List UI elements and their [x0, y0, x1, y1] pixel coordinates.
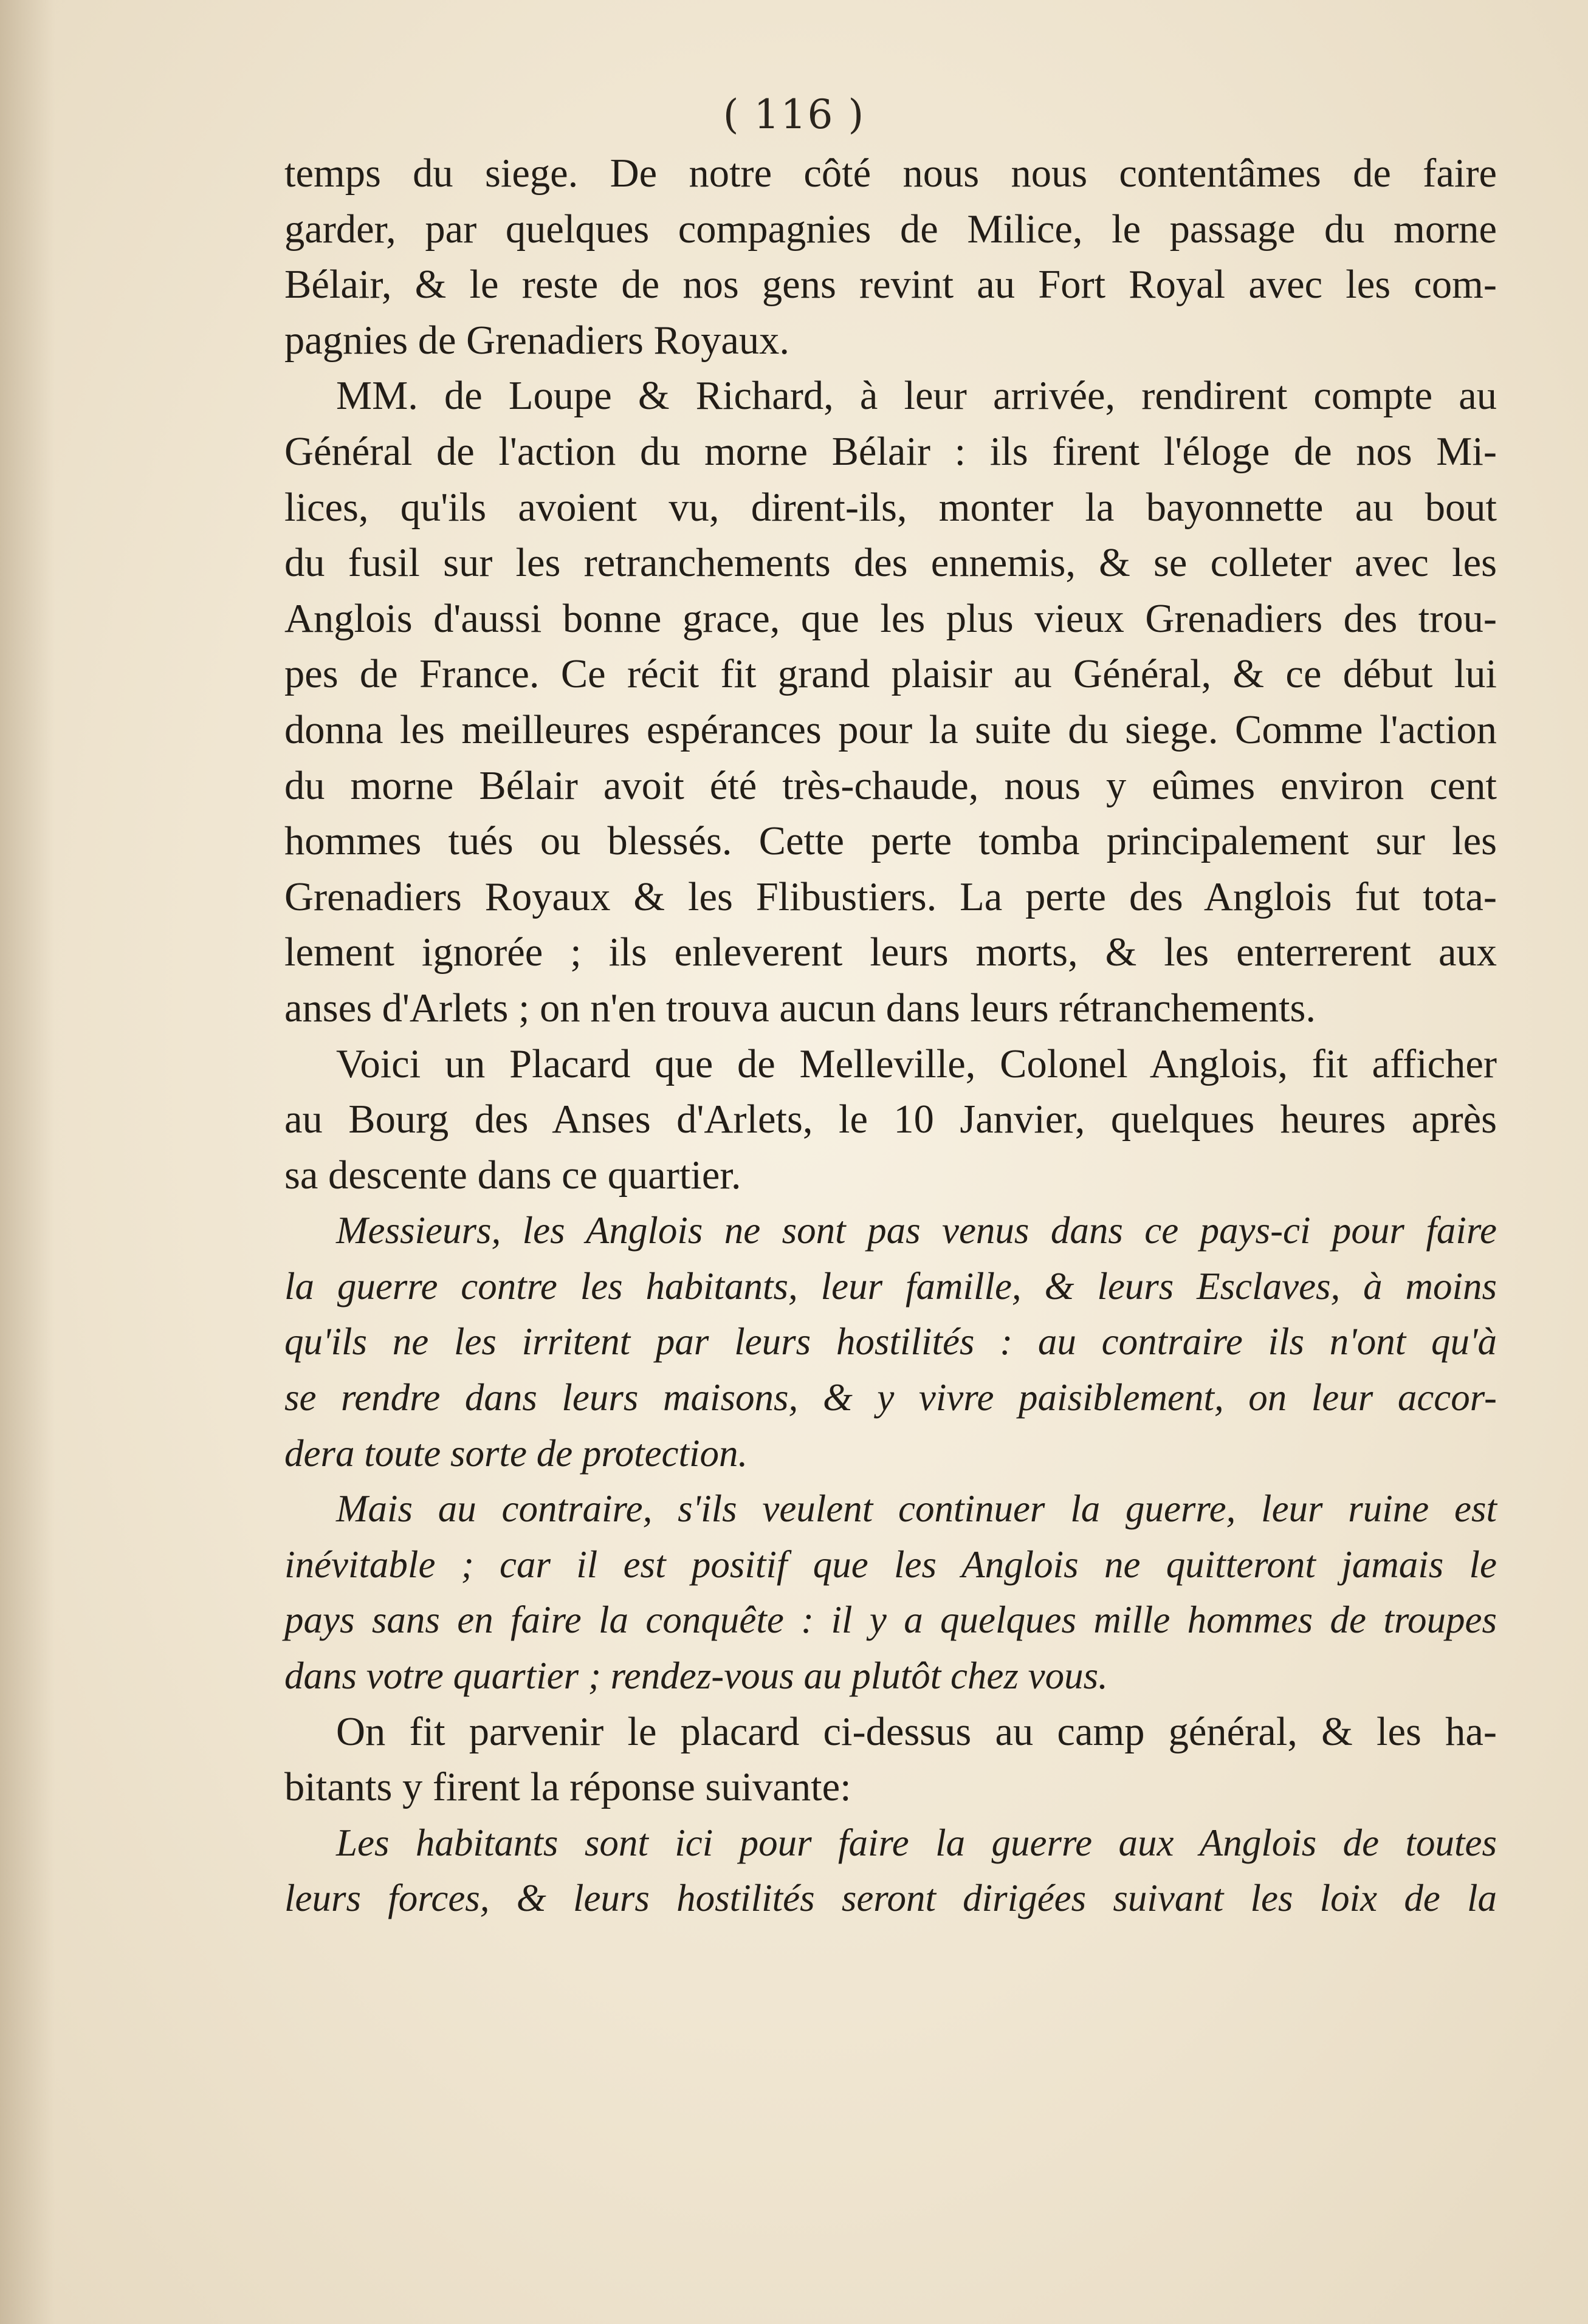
body-text — [284, 146, 1497, 1927]
spine-shadow — [0, 0, 55, 2324]
text-line: Anglois d'aussi bonne grace, que les plus vieux Grenadiers des trou- — [284, 596, 1497, 641]
text-line: Messieurs, les Anglois ne sont pas venus dans ce pays-ci pour faire — [336, 1209, 1497, 1252]
text-line: pagnies de Grenadiers Royaux. — [284, 318, 789, 363]
text-line: donna les meilleures espérances pour la suite du siege. Comme l'action — [284, 707, 1497, 752]
text-line: garder, par quelques compagnies de Milice, le passage du morne — [284, 207, 1497, 252]
text-line: Bélair, & le reste de nos gens revint au Fort Royal avec les com- — [284, 262, 1497, 307]
text-line: au Bourg des Anses d'Arlets, le 10 Janvier, quelques heures après — [284, 1097, 1497, 1142]
text-line: dera toute sorte de protection. — [284, 1431, 748, 1475]
text-line: Général de l'action du morne Bélair : ils firent l'éloge de nos Mi- — [284, 429, 1497, 474]
text-line: On fit parvenir le placard ci-dessus au camp général, & les ha- — [336, 1709, 1497, 1754]
text-line: lement ignorée ; ils enleverent leurs morts, & les enterrerent aux — [284, 930, 1497, 975]
page-number: ( 116 ) — [723, 91, 865, 138]
text-line: du morne Bélair avoit été très-chaude, nous y eûmes environ cent — [284, 763, 1497, 808]
text-line: Voici un Placard que de Melleville, Colonel Anglois, fit afficher — [336, 1041, 1497, 1086]
text-line: qu'ils ne les irritent par leurs hostilités : au contraire ils n'ont qu'à — [284, 1320, 1497, 1363]
text-line: bitants y firent la réponse suivante: — [284, 1765, 851, 1810]
text-line: se rendre dans leurs maisons, & y vivre paisiblement, on leur accor- — [284, 1376, 1497, 1419]
text-line: anses d'Arlets ; on n'en trouva aucun dans leurs rétranchements. — [284, 985, 1316, 1030]
text-line: la guerre contre les habitants, leur famille, & leurs Esclaves, à moins — [284, 1264, 1497, 1308]
text-line: pays sans en faire la conquête : il y a quelques mille hommes de troupes — [284, 1599, 1497, 1642]
text-line: hommes tués ou blessés. Cette perte tomba principalement sur les — [284, 819, 1497, 864]
text-line: inévitable ; car il est positif que les Anglois ne quitteront jamais le — [284, 1543, 1497, 1586]
text-line: Les habitants sont ici pour faire la guerre aux Anglois de toutes — [336, 1821, 1497, 1864]
text-line: temps du siege. De notre côté nous nous contentâmes de faire — [284, 151, 1497, 196]
text-line: du fusil sur les retranchements des ennemis, & se colleter avec les — [284, 541, 1497, 586]
text-line: pes de France. Ce récit fit grand plaisir au Général, & ce début lui — [284, 652, 1497, 697]
text-line: lices, qu'ils avoient vu, dirent-ils, monter la bayonnette au bout — [284, 485, 1497, 530]
text-line: Grenadiers Royaux & les Flibustiers. La perte des Anglois fut tota- — [284, 874, 1497, 919]
text-line: MM. de Loupe & Richard, à leur arrivée, rendirent compte au — [336, 374, 1497, 419]
text-line: sa descente dans ce quartier. — [284, 1153, 741, 1198]
text-line: dans votre quartier ; rendez-vous au plutôt chez vous. — [284, 1654, 1108, 1698]
text-line: Mais au contraire, s'ils veulent continuer la guerre, leur ruine est — [336, 1487, 1497, 1530]
text-line: leurs forces, & leurs hostilités seront dirigées suivant les loix de la — [284, 1877, 1497, 1920]
